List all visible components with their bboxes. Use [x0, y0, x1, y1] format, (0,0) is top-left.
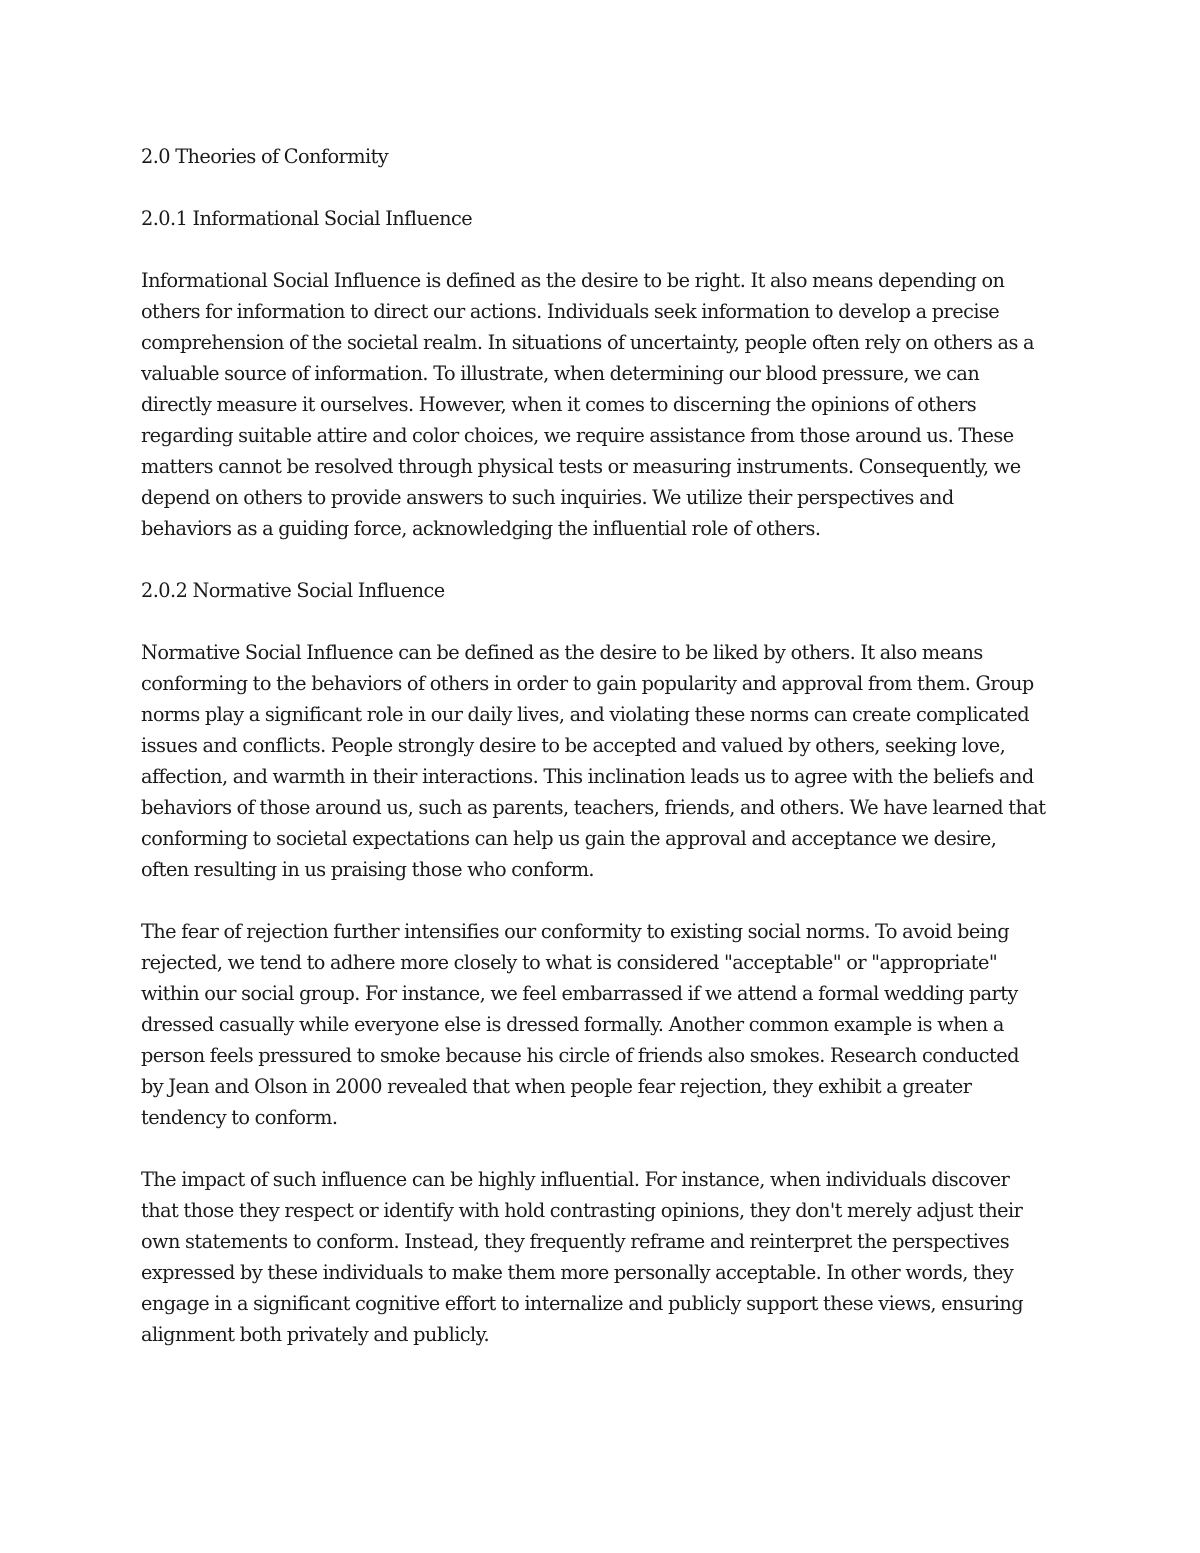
paragraph-normative-1: [141, 637, 1056, 885]
text-line: affection, and warmth in their interactions. This inclination leads us to agree with the beliefs and: [141, 765, 1034, 788]
text-line: conforming to societal expectations can help us gain the approval and acceptance we desire,: [141, 827, 997, 850]
text-line: depend on others to provide answers to such inquiries. We utilize their perspectives and: [141, 486, 954, 509]
text-line: tendency to conform.: [141, 1106, 338, 1129]
text-line: The fear of rejection further intensifies our conformity to existing social norms. To avoid being: [141, 920, 1010, 943]
text-line: Informational Social Influence is defined as the desire to be right. It also means depending on: [141, 269, 1005, 292]
text-line: engage in a significant cognitive effort to internalize and publicly support these views, ensuring: [141, 1292, 1024, 1315]
text-line: comprehension of the societal realm. In situations of uncertainty, people often rely on others as a: [141, 331, 1034, 354]
text-line: The impact of such influence can be highly influential. For instance, when individuals discover: [141, 1168, 1010, 1191]
text-line: norms play a significant role in our daily lives, and violating these norms can create complicated: [141, 703, 1030, 726]
page-title: 2.0 Theories of Conformity: [141, 145, 389, 168]
text-line: directly measure it ourselves. However, when it comes to discerning the opinions of others: [141, 393, 977, 416]
text-line: matters cannot be resolved through physical tests or measuring instruments. Consequently, we: [141, 455, 1021, 478]
text-line: often resulting in us praising those who conform.: [141, 858, 595, 881]
paragraph-informational: [141, 265, 1056, 544]
text-line: that those they respect or identify with hold contrasting opinions, they don't merely adjust their: [141, 1199, 1023, 1222]
text-line: by Jean and Olson in 2000 revealed that when people fear rejection, they exhibit a greater: [141, 1075, 972, 1098]
paragraph-normative-3: [141, 1164, 1056, 1350]
text-line: alignment both privately and publicly.: [141, 1323, 490, 1346]
text-line: dressed casually while everyone else is dressed formally. Another common example is when a: [141, 1013, 1004, 1036]
document-body: [141, 141, 1056, 1381]
text-line: Normative Social Influence can be defined as the desire to be liked by others. It also means: [141, 641, 983, 664]
text-line: expressed by these individuals to make them more personally acceptable. In other words, they: [141, 1261, 1014, 1284]
text-line: behaviors as a guiding force, acknowledging the influential role of others.: [141, 517, 821, 540]
text-line: behaviors of those around us, such as parents, teachers, friends, and others. We have learned that: [141, 796, 1046, 819]
text-line: rejected, we tend to adhere more closely to what is considered "acceptable" or "appropriate": [141, 951, 998, 974]
text-line: conforming to the behaviors of others in order to gain popularity and approval from them. Group: [141, 672, 1034, 695]
text-line: regarding suitable attire and color choices, we require assistance from those around us. These: [141, 424, 1014, 447]
text-line: own statements to conform. Instead, they frequently reframe and reinterpret the perspectives: [141, 1230, 1010, 1253]
text-line: valuable source of information. To illustrate, when determining our blood pressure, we can: [141, 362, 980, 385]
text-line: others for information to direct our actions. Individuals seek information to develop a precise: [141, 300, 1000, 323]
section-heading-normative: 2.0.2 Normative Social Influence: [141, 579, 445, 602]
text-line: person feels pressured to smoke because his circle of friends also smokes. Research conducted: [141, 1044, 1019, 1067]
section-heading-informational: 2.0.1 Informational Social Influence: [141, 207, 473, 230]
text-line: issues and conflicts. People strongly desire to be accepted and valued by others, seeking love,: [141, 734, 1006, 757]
text-line: within our social group. For instance, we feel embarrassed if we attend a formal wedding party: [141, 982, 1018, 1005]
paragraph-normative-2: [141, 916, 1056, 1133]
